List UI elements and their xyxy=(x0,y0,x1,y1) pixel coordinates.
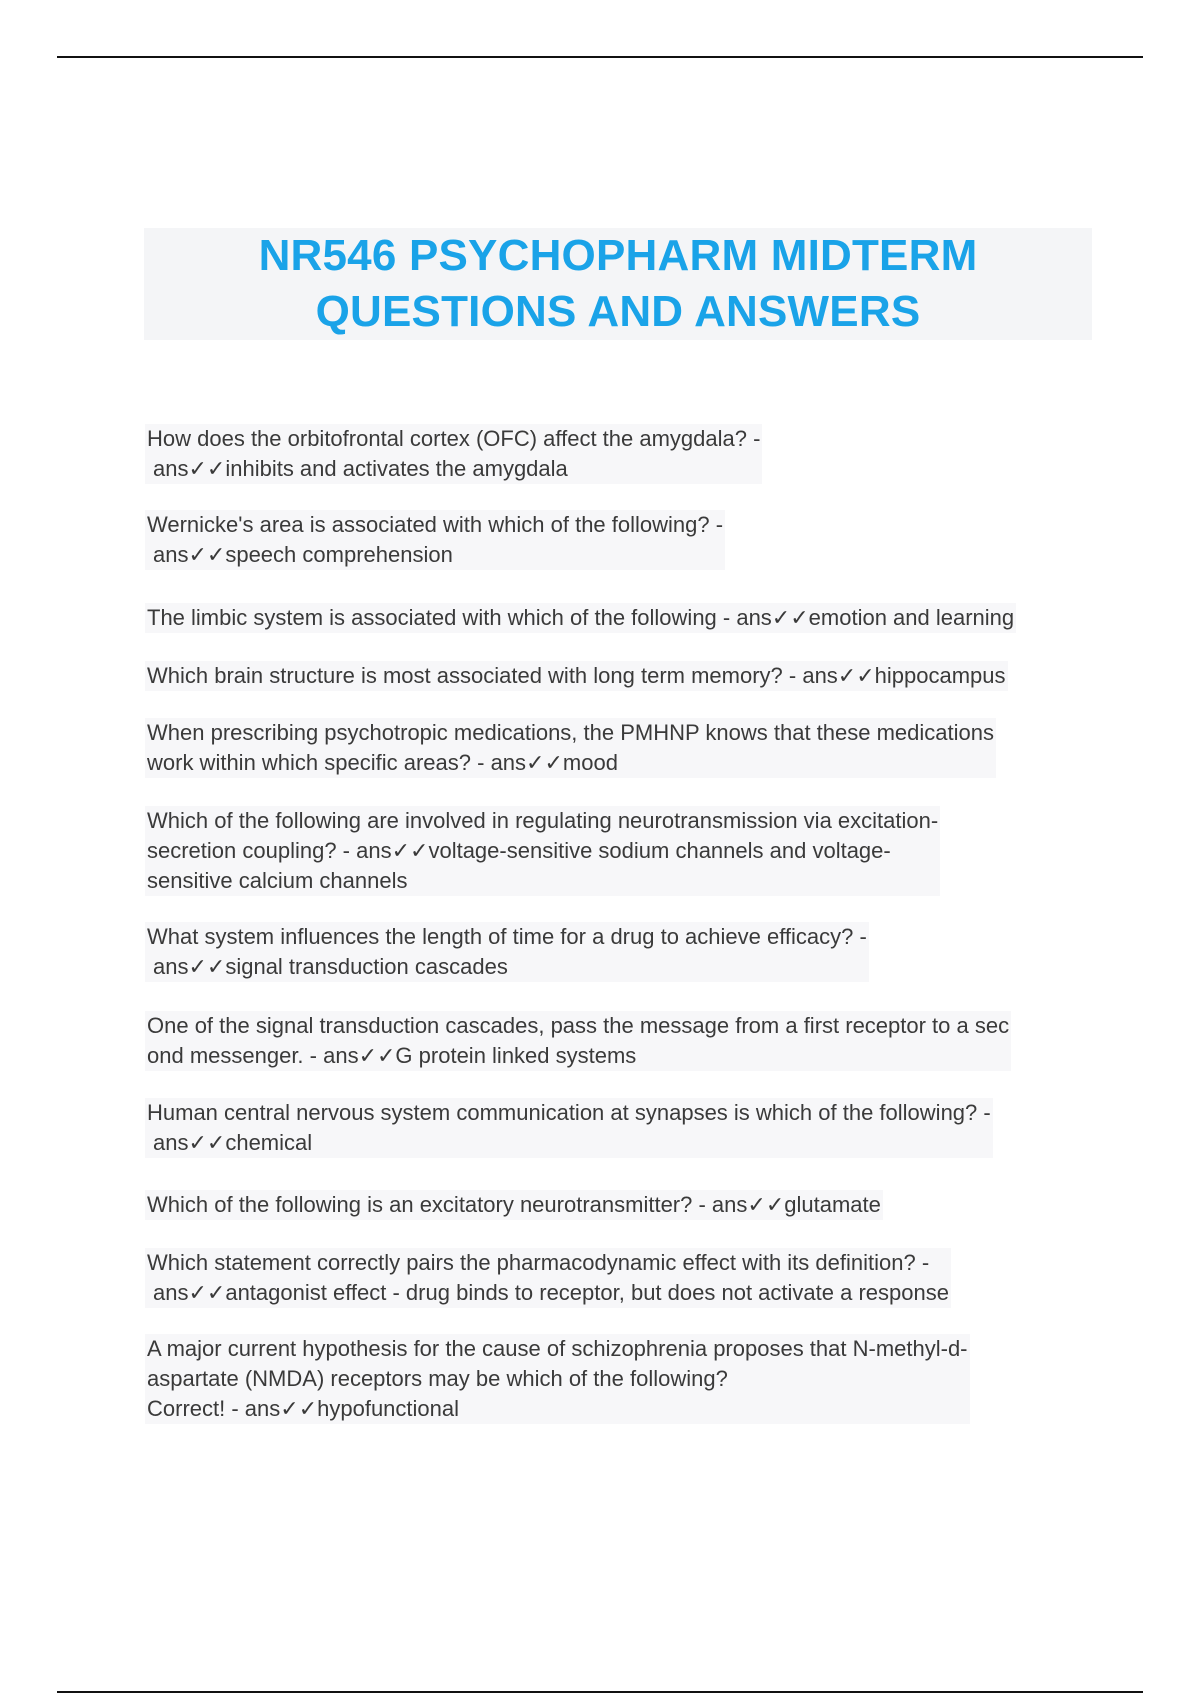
qa-item-10 xyxy=(145,1190,883,1220)
qa-item-1 xyxy=(145,424,762,484)
qa-question: How does the orbitofrontal cortex (OFC) affect the amygdala? - xyxy=(147,426,761,451)
qa-answer: Correct! - ans✓✓hypofunctional xyxy=(147,1396,460,1421)
qa-answer: work within which specific areas? - ans✓✓mood xyxy=(147,750,618,775)
qa-answer: ans✓✓chemical xyxy=(153,1130,313,1155)
qa-item-11 xyxy=(145,1248,951,1308)
qa-answer: ans✓✓signal transduction cascades xyxy=(153,954,508,979)
qa-question: The limbic system is associated with which of the following - ans✓✓emotion and learning xyxy=(147,605,1015,630)
qa-answer: ans✓✓speech comprehension xyxy=(153,542,453,567)
top-rule xyxy=(57,56,1143,58)
qa-answer: ans✓✓inhibits and activates the amygdala xyxy=(153,456,568,481)
bottom-rule xyxy=(57,1691,1143,1693)
qa-question: Which statement correctly pairs the pharmacodynamic effect with its definition? - xyxy=(147,1250,930,1275)
qa-question: Which of the following are involved in regulating neurotransmission via excitation- xyxy=(147,808,939,833)
qa-item-9 xyxy=(145,1098,993,1158)
qa-item-2 xyxy=(145,510,725,570)
qa-question: One of the signal transduction cascades, pass the message from a first receptor to a sec xyxy=(147,1013,1010,1038)
qa-question: Which brain structure is most associated with long term memory? - ans✓✓hippocampus xyxy=(147,663,1006,688)
document-title xyxy=(259,228,978,340)
qa-question: What system influences the length of time for a drug to achieve efficacy? - xyxy=(147,924,867,949)
qa-item-12 xyxy=(145,1334,970,1424)
qa-question: Wernicke's area is associated with which of the following? - xyxy=(147,512,724,537)
qa-item-4 xyxy=(145,661,1008,691)
qa-item-3 xyxy=(145,603,1016,633)
qa-question: When prescribing psychotropic medications, the PMHNP knows that these medications xyxy=(147,720,994,745)
qa-question: Human central nervous system communication at synapses is which of the following? - xyxy=(147,1100,991,1125)
qa-question: Which of the following is an excitatory neurotransmitter? - ans✓✓glutamate xyxy=(147,1192,881,1217)
qa-item-8 xyxy=(145,1011,1011,1071)
qa-answer: ans✓✓antagonist effect - drug binds to receptor, but does not activate a response xyxy=(153,1280,949,1305)
qa-item-5 xyxy=(145,718,996,778)
qa-answer: secretion coupling? - ans✓✓voltage-sensitive sodium channels and voltage- xyxy=(147,838,891,863)
document-title-line-1: NR546 PSYCHOPHARM MIDTERM xyxy=(258,231,978,280)
qa-item-7 xyxy=(145,922,869,982)
qa-item-6 xyxy=(145,806,940,896)
title-banner xyxy=(144,228,1092,340)
qa-answer-continued: sensitive calcium channels xyxy=(147,868,408,893)
qa-question: A major current hypothesis for the cause of schizophrenia proposes that N-methyl-d- xyxy=(147,1336,968,1361)
document-title-line-2: QUESTIONS AND ANSWERS xyxy=(315,287,921,336)
qa-question-continued: aspartate (NMDA) receptors may be which of the following? xyxy=(147,1366,728,1391)
qa-answer: ond messenger. - ans✓✓G protein linked systems xyxy=(147,1043,637,1068)
